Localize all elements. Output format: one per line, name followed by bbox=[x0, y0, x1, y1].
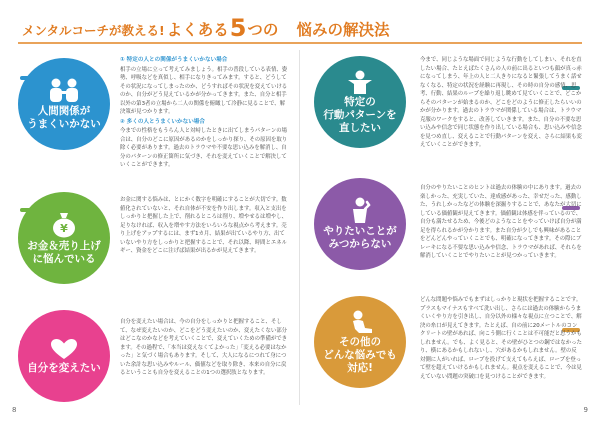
paragraph: お金に関する悩みは、とにかく数字を明確にすることが大切です。数値化されていないと、それ自体が不安を作り出します。収入と支出をしっかりと把握した上で、削れるところは削り、増やせるは増やし、足りなければ、収入を増やす方法をいろいろな視点から考えます。売り上げをアップするには、まず1カ月、結果が出ているやり方、出ていないやり方をしっかりと把握することで、それ以降、時間とエネルギー、資金をどこに注げば結果が出るかが見えてきます。 bbox=[120, 197, 288, 254]
paragraph: 相手の立場に立って考えてみましょう。相手の普段している表情、姿勢、呼吸などを真似し、相手になりきってみます。すると、どうしてその状況になってしまったのか、どうすればその状況を変えていけるのか、自分がどう見えているかが分かってきます。また、自分と相手以外の第3者の立場から二人の関係を俯瞰して冷静に見ることで、解決策が見つかります。 bbox=[120, 66, 288, 115]
paragraph: 自分を変えたい場合は、今の自分をしっかりと把握すること、そして、なぜ変えたいのか、どこをどう変えたいのか、変えたくない部分はどこなのかなどを考えていくことで、変えていくための準備ができます。その過程で、「本当は変えなくてよかった」「変える必要はなかった」と気づく場合もあります。そして、大人になるにつれて身についた余計な思い込みやルール、価値などを取り除き、本来の自分に戻るということも自分を変えることの1つの選択肢となります。 bbox=[120, 319, 288, 376]
text-money bbox=[120, 196, 288, 276]
person-icon bbox=[345, 70, 375, 94]
badge-label: 特定の 行動パターンを 直したい bbox=[323, 95, 397, 134]
text-other bbox=[420, 296, 582, 402]
text-relations bbox=[120, 56, 288, 176]
title-number: 5 bbox=[229, 14, 247, 42]
badge-other bbox=[314, 296, 406, 388]
badge-want bbox=[314, 178, 406, 270]
badge-label: 人間関係が うまくいかない bbox=[27, 105, 101, 130]
subheading-1: ① 特定の人との関係がうまくいかない場合 bbox=[120, 57, 228, 63]
text-behavior bbox=[420, 56, 582, 182]
two-people-icon bbox=[44, 77, 84, 103]
paragraph: 自分のやりたいことのヒントは過去の体験の中にあります。過去の楽しかった、充実していた、達成感があった、幸せだった、感動した、うれしかったなどの体験を深掘りすることで、あなたが大切にしている価値観が見えてきます。価値観は体感を伴っているので、自分も満たせるため、今後どのようなことをやっていけば自分が満足を得られるかが分かります。また自分が少しでも興味があることをどんどんやっていくことでも、明確になってきます。その際にブレーキになる不要な思い込みや信念、トラウマがあれば、それらを解消していくことでやりたいことが見つかっていきます。 bbox=[420, 185, 582, 259]
badge-label: やりたいことが みつからない bbox=[323, 225, 397, 250]
page-number-right: 9 bbox=[583, 406, 588, 414]
badge-money bbox=[18, 192, 110, 284]
badge-label: お金＆売り上げ に悩んでいる bbox=[27, 240, 101, 265]
svg-text:¥: ¥ bbox=[60, 222, 68, 235]
money-bag-icon bbox=[49, 210, 79, 238]
title-main-b: つの bbox=[247, 21, 279, 39]
paragraph: 今までの性格をもうらん人と対峙したときに出てしまうパターンの場合は、自分のどこに原因があるのかをしっかり探り、その原因を取り除く必要があります。過去のトラウマや不要な思い込みを解消し、自分のパターンの修正箇所に気づき、それを変えていくことで解決していくことができます。 bbox=[120, 128, 288, 168]
badge-behavior bbox=[314, 56, 406, 148]
badge-relations bbox=[18, 58, 110, 150]
badge-label: 自分を変えたい bbox=[27, 361, 101, 374]
text-want bbox=[420, 184, 582, 284]
paragraph: 今まで、同じような場面で同じような行動をしてしまい、それを直したい場合、たとえばたくさんの人の前に出るといつも顔が真っ赤になってしまう、年上の人と二人きりになると緊張してうまく話せなくなる、特定の状況を経験に再現し、その時の自分の感情、思考、行動、結果のループを繰り返し眺めて見ていくことで、どこからそのパターンが始まるのか、どこをどのように修正したらいいのかが分かります。過去のトラウマが関係している場合は、トラウマ克服のワークをすると、改善していきます。また、自分の不要な思い込みや信念で同じ状態を作り出している場合も、思い込みや信念を見つめ直し、変えることで行動パターンを変え、さらに結果も変えていくことができます。 bbox=[420, 57, 582, 148]
paragraph: どんな問題や悩みでもまずはしっかりと現状を把握することです。プラスもマイナスもすべて洗い出し、さらには過去の体験からうまくいくやり方を引き出し、自分以外の様々な視点に立つことで、解決の糸口が見えてきます。たとえば、自の前に20メートルのコンクリートの壁があれば、向こう側に行くことは不可能だと思うかもしれません。でも、よく見ると、その壁がひとつの鋼ではなかったり、横にあるかもしれないし、穴があるかもしれません。壁の反対側に人がいれば、ロープを投げて支えてもらえば、ロープを登って壁を超えていけるかもしれません。視点を変えることで、今は見えていない問題の突破口を見つけることができます。 bbox=[420, 297, 582, 380]
title-lead: メンタルコーチが教える! bbox=[22, 23, 165, 38]
title-main-a: よくある bbox=[166, 21, 229, 39]
page-divider bbox=[299, 50, 300, 405]
subheading-2: ② 多くの人とうまくいかない場合 bbox=[120, 118, 205, 125]
thinking-person-icon bbox=[345, 197, 375, 223]
heart-icon bbox=[50, 338, 78, 360]
page-title bbox=[22, 14, 390, 42]
badge-self bbox=[18, 310, 110, 402]
page-number-left: 8 bbox=[12, 406, 17, 414]
sitting-person-icon bbox=[345, 310, 375, 334]
text-self bbox=[120, 318, 288, 402]
title-main-c: 悩みの解決法 bbox=[296, 21, 390, 39]
badge-label: その他の どんな悩みでも 対応! bbox=[323, 335, 397, 374]
title-rule bbox=[18, 42, 582, 44]
